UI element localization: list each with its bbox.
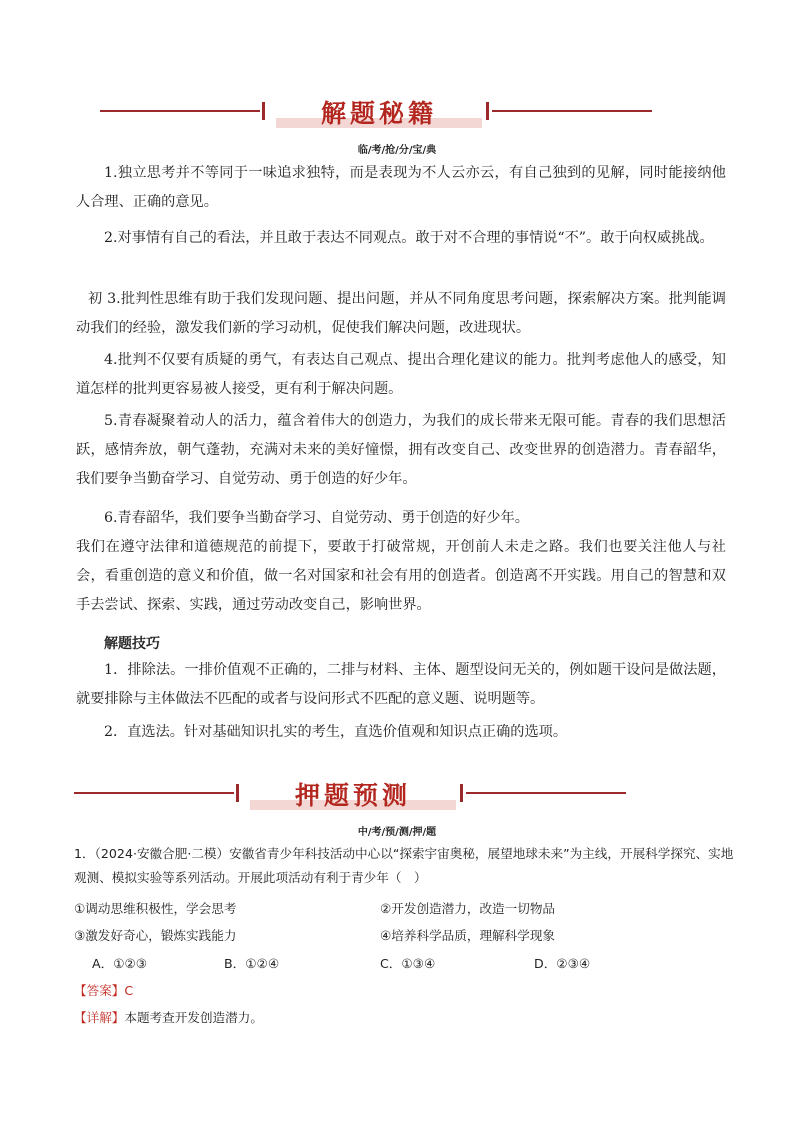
paragraph-1: 1.独立思考并不等同于一味追求独特，而是表现为不人云亦云，有自己独到的见解，同时能接纳他人合理、正确的意见。: [76, 165, 726, 210]
tip-2: 2．直选法。针对基础知识扎实的考生，直选价值观和知识点正确的选项。: [104, 724, 568, 740]
detail-label: 【详解】: [74, 1010, 125, 1025]
banner-line-right: [492, 110, 652, 112]
detail-line: [74, 1007, 263, 1026]
section-banner-2: [0, 781, 794, 824]
banner-line-left: [100, 110, 260, 112]
banner-line-left: [74, 792, 234, 794]
tips-heading: 解题技巧: [104, 636, 160, 652]
banner-line-right: [466, 792, 626, 794]
banner-tick-right: [460, 784, 463, 802]
choice-b: B．①②④: [224, 956, 280, 971]
banner-tick-left: [236, 784, 239, 802]
statement-4: ④培养科学品质，理解科学现象: [380, 928, 556, 943]
choice-a: A．①②③: [92, 956, 148, 971]
paragraph-6: 6.青春韶华，我们要争当勤奋学习、自觉劳动、勇于创造的好少年。: [104, 510, 529, 526]
paragraph-4: 4.批判不仅要有质疑的勇气，有表达自己观点、提出合理化建议的能力。批判考虑他人的感受，知道怎样的批判更容易被人接受，更有利于解决问题。: [76, 352, 726, 397]
paragraph-7: 我们在遵守法律和道德规范的前提下，要敢于打破常规，开创前人未走之路。我们也要关注他人与社会，看重创造的意义和价值，做一名对国家和社会有用的创造者。创造离不开实践。用自己的智慧和双手去尝试、探索、实践，通过劳动改变自己，影响世界。: [76, 539, 726, 613]
section-subtitle: 中/考/预/测/押/题: [357, 827, 437, 838]
statement-3: ③激发好奇心，锻炼实践能力: [74, 928, 237, 943]
choice-d: D．②③④: [534, 956, 591, 971]
section-banner-1: [0, 99, 794, 142]
choice-c: C．①③④: [380, 956, 436, 971]
statement-2: ②开发创造潜力，改造一切物品: [380, 901, 556, 916]
paragraph-2: 2.对事情有自己的看法，并且敢于表达不同观点。敢于对不合理的事情说“不”。敢于向权威挑战。: [104, 230, 714, 246]
section-subtitle: 临/考/抢/分/宝/典: [357, 145, 437, 156]
section-title: 押题预测: [294, 781, 411, 810]
paragraph-3: 初 3.批判性思维有助于我们发现问题、提出问题，并从不同角度思考问题，探索解决方案。批判能调动我们的经验，激发我们新的学习动机，促使我们解决问题，改进现状。: [76, 291, 726, 336]
section-title: 解题秘籍: [320, 99, 437, 128]
statement-1: ①调动思维积极性，学会思考: [74, 901, 237, 916]
question-stem: 1．（2024·安徽合肥·二模）安徽省青少年科技活动中心以“探索宇宙奥秘，展望地球未来”为主线，开展科学探究、实地观测、模拟实验等系列活动。开展此项活动有利于青少年（ ）: [74, 846, 734, 885]
detail-text: 本题考查开发创造潜力。: [124, 1010, 263, 1025]
paragraph-5: 5.青春凝聚着动人的活力，蕴含着伟大的创造力，为我们的成长带来无限可能。青春的我们思想活跃，感情奔放，朝气蓬勃，充满对未来的美好憧憬，拥有改变自己、改变世界的创造潜力。青春韶华，我们要争当勤奋学习、自觉劳动、勇于创造的好少年。: [76, 413, 726, 487]
answer-line: [74, 980, 133, 999]
banner-tick-right: [486, 102, 489, 120]
answer-value: C: [124, 983, 134, 998]
banner-tick-left: [262, 102, 265, 120]
tip-1: 1．排除法。一排价值观不正确的，二排与材料、主体、题型设问无关的，例如题干设问是做法题，就要排除与主体做法不匹配的或者与设问形式不匹配的意义题、说明题等。: [76, 662, 726, 707]
answer-label: 【答案】: [74, 983, 125, 998]
